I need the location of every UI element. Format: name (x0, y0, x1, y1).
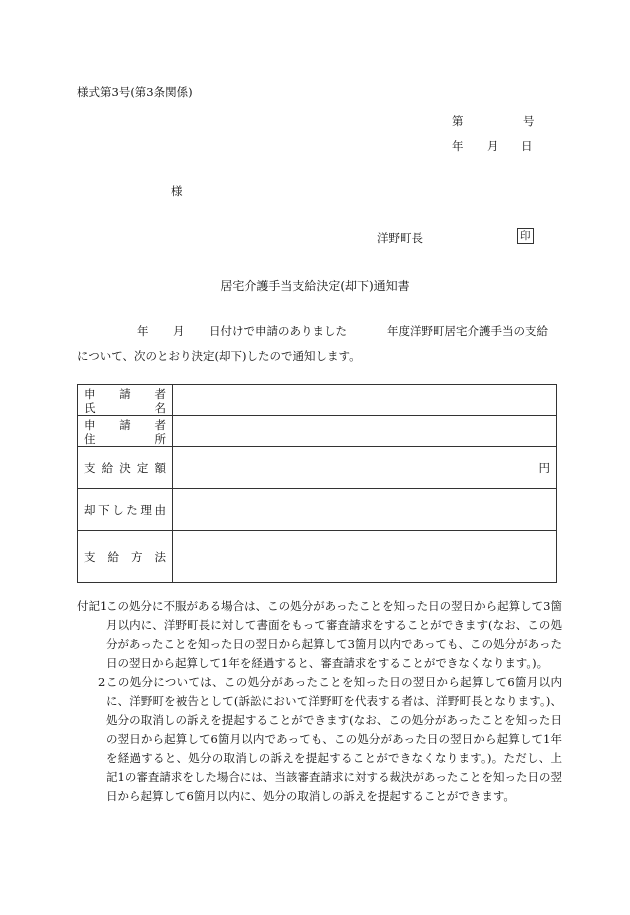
number-go: 号 (523, 114, 535, 128)
issuer: 洋野町長 (377, 231, 423, 245)
row-reason (78, 489, 557, 531)
body-month: 月 (173, 324, 185, 338)
note-1 (77, 597, 562, 673)
field-amount[interactable] (173, 447, 557, 489)
seal-mark: 印 (517, 228, 534, 244)
note-2-mark: 2 (98, 675, 106, 689)
body-day-text: 日付けで申請のありました (209, 324, 347, 338)
row-applicant-name (78, 385, 557, 416)
label-amount: 支給決定額 (78, 447, 173, 489)
note-1-text: この処分に不服がある場合は、この処分があったことを知った日の翌日から起算して3箇月以内に、洋野町長に対して書面をもって審査請求をすることができます(なお、この処分があったことを知った日の翌日から起算して3箇月以内であっても、この処分があった日の翌日から起算して1年を経過すると、審査請求をすることができなくなります。)。 (106, 599, 562, 670)
field-applicant-name[interactable] (173, 385, 557, 416)
body-year: 年 (137, 324, 149, 338)
row-amount (78, 447, 557, 489)
number-dai: 第 (452, 114, 464, 128)
row-applicant-address (78, 416, 557, 447)
body-line2: について、次のとおり決定(却下)したので通知します。 (77, 349, 361, 363)
field-method[interactable] (173, 531, 557, 583)
decision-table (77, 384, 557, 583)
row-method (78, 531, 557, 583)
supplementary-notes (77, 597, 562, 806)
addressee-suffix: 様 (171, 184, 183, 198)
field-reason[interactable] (173, 489, 557, 531)
note-2-text: この処分については、この処分があったことを知った日の翌日から起算して6箇月以内に、洋野町を被告として(訴訟において洋野町を代表する者は、洋野町長となります。)、処分の取消しの訴えを提起することができます(なお、この処分があったことを知った日の翌日から起算して6箇月以内であっても、この処分があった日の翌日から起算して1年を経過すると、処分の取消しの訴えを提起することができなくなります。)。ただし、上記1の審査請求をした場合には、当該審査請求に対する裁決があったことを知った日の翌日から起算して6箇月以内に、処分の取消しの訴えを提起することができます。 (106, 675, 562, 803)
date-month: 月 (487, 139, 499, 153)
body-fiscal-text: 年度洋野町居宅介護手当の支給 (387, 324, 548, 338)
note-1-mark: 付記1 (77, 599, 108, 613)
date-year: 年 (452, 139, 464, 153)
label-applicant-address: 申請者 住所 (78, 416, 173, 447)
yen-unit: 円 (538, 460, 550, 475)
field-applicant-address[interactable] (173, 416, 557, 447)
label-reason: 却下した理由 (78, 489, 173, 531)
form-number: 様式第3号(第3条関係) (77, 85, 193, 99)
label-applicant-name: 申請者 氏名 (78, 385, 173, 416)
label-method: 支給方法 (78, 531, 173, 583)
document-title: 居宅介護手当支給決定(却下)通知書 (220, 279, 410, 293)
note-2 (77, 673, 562, 806)
date-day: 日 (521, 139, 533, 153)
